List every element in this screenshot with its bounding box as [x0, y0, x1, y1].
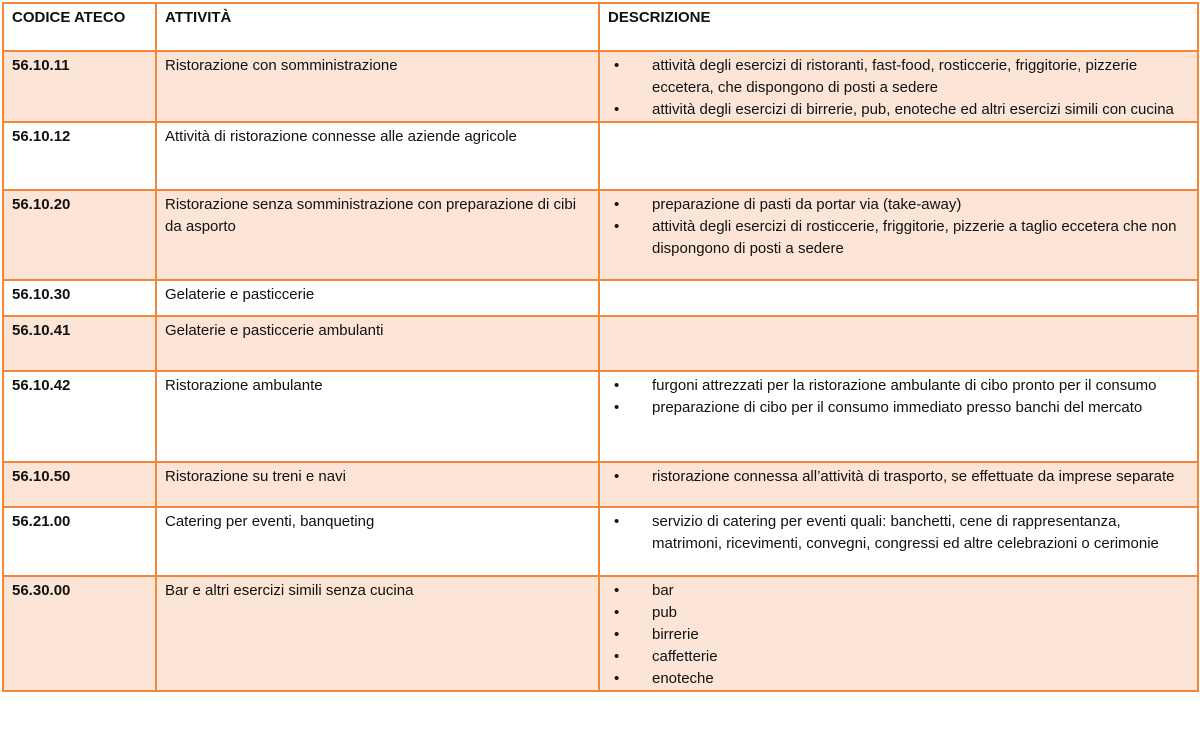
- description-bullet: • furgoni attrezzati per la ristorazione ambulante di cibo pronto per il consumo: [608, 375, 1189, 397]
- activity-name: Bar e altri esercizi simili senza cucina: [156, 576, 599, 691]
- description-bullet: • preparazione di cibo per il consumo immediato presso banchi del mercato: [608, 397, 1189, 419]
- description-cell: [599, 316, 1198, 371]
- table-row: [3, 280, 1198, 316]
- header-attivita: ATTIVITÀ: [156, 3, 599, 51]
- description-bullet: • preparazione di pasti da portar via (take-away): [608, 194, 1189, 216]
- description-bullet: • caffetterie: [608, 646, 1189, 668]
- ateco-code: 56.10.41: [3, 316, 156, 371]
- activity-name: Ristorazione con somministrazione: [156, 51, 599, 122]
- ateco-code: 56.10.11: [3, 51, 156, 122]
- ateco-code: 56.21.00: [3, 507, 156, 576]
- ateco-code: 56.10.20: [3, 190, 156, 280]
- activity-name: Catering per eventi, banqueting: [156, 507, 599, 576]
- activity-name: Gelaterie e pasticcerie ambulanti: [156, 316, 599, 371]
- ateco-code: 56.10.30: [3, 280, 156, 316]
- activity-name: Gelaterie e pasticcerie: [156, 280, 599, 316]
- description-bullet: • attività degli esercizi di birrerie, pub, enoteche ed altri esercizi simili con cucina: [608, 99, 1189, 121]
- ateco-code: 56.30.00: [3, 576, 156, 691]
- description-cell: [599, 462, 1198, 507]
- description-bullet: • servizio di catering per eventi quali: banchetti, cene di rappresentanza, matrimoni, ricevimenti, convegni, congressi ed altre celebrazioni o cerimonie: [608, 511, 1189, 555]
- description-bullet: • ristorazione connessa all’attività di trasporto, se effettuate da imprese separate: [608, 466, 1189, 488]
- description-bullet: • attività degli esercizi di ristoranti, fast-food, rosticcerie, friggitorie, pizzerie eccetera, che dispongono di posti a sedere: [608, 55, 1189, 99]
- table-row: [3, 190, 1198, 280]
- activity-name: Ristorazione senza somministrazione con preparazione di cibi da asporto: [156, 190, 599, 280]
- table-row: [3, 371, 1198, 462]
- description-cell: [599, 190, 1198, 280]
- description-bullet: • bar: [608, 580, 1189, 602]
- description-cell: [599, 51, 1198, 122]
- activity-name: Ristorazione su treni e navi: [156, 462, 599, 507]
- description-bullet: • birrerie: [608, 624, 1189, 646]
- ateco-codes-table: [2, 2, 1199, 692]
- table-row: [3, 576, 1198, 691]
- table-row: [3, 122, 1198, 190]
- description-bullet: • pub: [608, 602, 1189, 624]
- description-cell: [599, 122, 1198, 190]
- header-codice-ateco: CODICE ATECO: [3, 3, 156, 51]
- table-header-row: [3, 3, 1198, 51]
- ateco-code: 56.10.12: [3, 122, 156, 190]
- ateco-code: 56.10.50: [3, 462, 156, 507]
- description-cell: [599, 576, 1198, 691]
- description-cell: [599, 280, 1198, 316]
- description-bullet: • attività degli esercizi di rosticcerie, friggitorie, pizzerie a taglio eccetera che non dispongono di posti a sedere: [608, 216, 1189, 260]
- table-row: [3, 507, 1198, 576]
- description-cell: [599, 507, 1198, 576]
- description-bullet: • enoteche: [608, 668, 1189, 690]
- activity-name: Ristorazione ambulante: [156, 371, 599, 462]
- description-cell: [599, 371, 1198, 462]
- activity-name: Attività di ristorazione connesse alle aziende agricole: [156, 122, 599, 190]
- table-row: [3, 316, 1198, 371]
- ateco-code: 56.10.42: [3, 371, 156, 462]
- table-row: [3, 462, 1198, 507]
- table-row: [3, 51, 1198, 122]
- header-descrizione: DESCRIZIONE: [599, 3, 1198, 51]
